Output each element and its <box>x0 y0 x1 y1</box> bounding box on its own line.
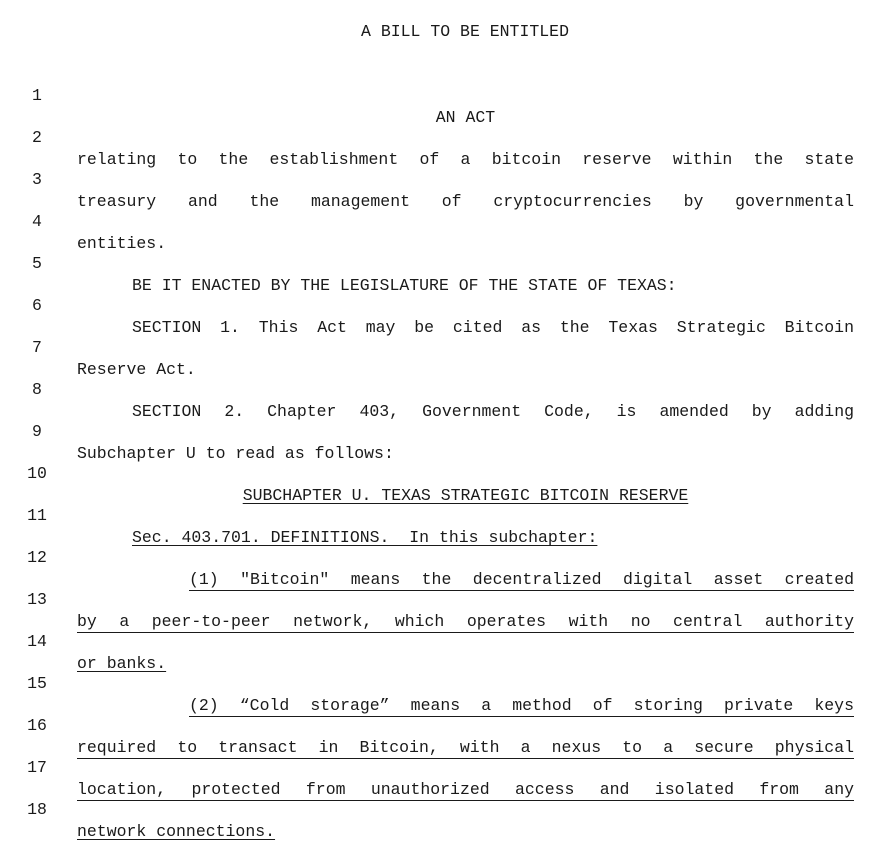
caption-text: relating to the establishment of a bitcoin reserve within the state <box>77 150 854 169</box>
bill-line <box>0 231 895 295</box>
line-number: 15 <box>27 674 47 693</box>
bill-line <box>0 609 895 673</box>
definition-cold-storage: (2) “Cold storage” means a method of storing private keys <box>189 696 854 715</box>
line-number: 8 <box>32 380 42 399</box>
line-number: 4 <box>32 212 42 231</box>
line-number: 7 <box>32 338 42 357</box>
bill-line <box>0 273 895 337</box>
line-number: 17 <box>27 758 47 777</box>
definition-bitcoin: by a peer-to-peer network, which operates with no central authority <box>77 612 854 631</box>
line-number: 9 <box>32 422 42 441</box>
bill-line <box>0 189 895 253</box>
definition-cold-storage-wrap <box>77 821 854 843</box>
bill-line <box>0 525 895 589</box>
definition-cold-storage: location, protected from unauthorized access and isolated from any <box>77 780 854 799</box>
bill-line <box>0 357 895 421</box>
line-number: 12 <box>27 548 47 567</box>
definition-cold-storage: required to transact in Bitcoin, with a nexus to a secure physical <box>77 738 854 757</box>
bill-line <box>0 105 895 169</box>
line-number: 18 <box>27 800 47 819</box>
section-1-text: SECTION 1. This Act may be cited as the Texas Strategic Bitcoin <box>132 318 854 337</box>
bill-line <box>0 147 895 211</box>
bill-heading: A BILL TO BE ENTITLED <box>361 22 569 41</box>
line-number: 1 <box>32 86 42 105</box>
bill-line <box>0 693 895 757</box>
line-number: 13 <box>27 590 47 609</box>
section-1-text: Reserve Act. <box>77 360 196 379</box>
line-number: 11 <box>27 506 47 525</box>
definition-bitcoin: or banks. <box>77 654 167 673</box>
caption-text: entities. <box>77 234 167 253</box>
bill-line <box>0 651 895 715</box>
section-2-text: Subchapter U to read as follows: <box>77 444 394 463</box>
bill-line <box>0 777 895 841</box>
section-heading: Sec. 403.701. DEFINITIONS. In this subchapter: <box>132 528 598 547</box>
line-number: 5 <box>32 254 42 273</box>
definition-cold-storage: network connections. <box>77 822 276 841</box>
subchapter-heading: SUBCHAPTER U. TEXAS STRATEGIC BITCOIN RESERVE <box>242 486 689 505</box>
act-heading: AN ACT <box>435 108 496 127</box>
caption-text: treasury and the management of cryptocurrencies by governmental <box>77 192 854 211</box>
enacting-clause: BE IT ENACTED BY THE LEGISLATURE OF THE STATE OF TEXAS: <box>132 276 677 295</box>
line-number: 14 <box>27 632 47 651</box>
line-number: 6 <box>32 296 42 315</box>
line-number: 3 <box>32 170 42 189</box>
bill-line <box>0 315 895 379</box>
line-number: 10 <box>27 464 47 483</box>
bill-line <box>0 735 895 799</box>
bill-line <box>0 63 895 127</box>
bill-line <box>0 441 895 505</box>
line-number: 16 <box>27 716 47 735</box>
bill-line <box>0 483 895 547</box>
definition-bitcoin: (1) "Bitcoin" means the decentralized digital asset created <box>189 570 854 589</box>
line-number: 2 <box>32 128 42 147</box>
bill-line <box>0 399 895 463</box>
section-2-text: SECTION 2. Chapter 403, Government Code, is amended by adding <box>132 402 854 421</box>
bill-line <box>0 567 895 631</box>
